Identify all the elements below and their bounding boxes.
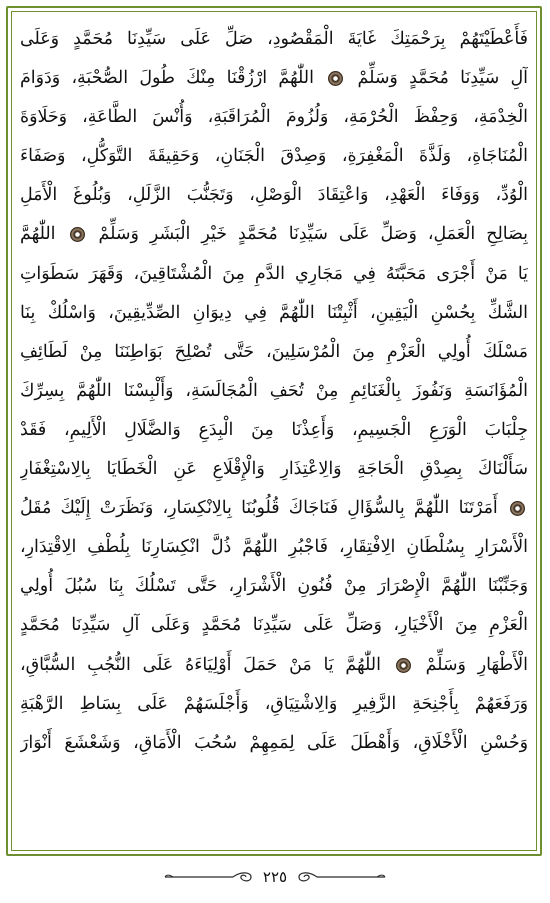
rosette-icon [328, 71, 343, 86]
text-line-19: وَحُسْنِ الْأَخْلَاقِ، وَأَهْطَلَ عَلَى لِمَمِهِمْ سُحُبَ الْأَمَاقِ، وَشَعْشَعَ أَنْوَارَ [20, 732, 528, 753]
text-line-15: وَجَنِّبْنَا اللّٰهُمَّ الْإِصْرَارَ مِنْ فُنُونِ الْأَشْرَارِ، حَتَّى تَسْلُكَ بِنَا سُبُلَ أُولِي [20, 576, 528, 597]
text-line-7: يَا مَنْ أَجْرَى مَحَبَّتَهُ فِي مَجَارِي الدَّمِ مِنَ الْمُشْتَاقِينَ، وَقَهَرَ سَطَوَاتِ [20, 263, 528, 284]
text-line-2: آلِ سَيِّدِنَا مُحَمَّدٍ وَسَلِّمْ اللّٰهُمَّ ارْزُقْنَا مِنْكَ طُولَ الصُّحْبَةِ، وَدَوَامَ [20, 68, 528, 89]
page-footer [0, 862, 550, 892]
text-line-8: الشَّكِّ بِحُسْنِ الْيَقِينِ، أَثْبِتْنَا اللّٰهُمَّ فِي دِيوَانِ الصِّدِّيقِينَ، وَاسْلُكْ بِنَا [20, 302, 528, 323]
page-number: ٢٢٥ [262, 868, 288, 886]
text-line-11: جِلْبَابَ الْوَرَعِ الْجَسِيمِ، وَأَعِذْنَا مِنَ الْبِدَعِ وَالضَّلَالِ الْأَلِيمِ، فَقَدْ [20, 419, 528, 440]
text-line-1: فَأَعْطَيْتَهُمْ بِرَحْمَتِكَ غَايَةَ الْمَقْصُودِ، صَلِّ عَلَى سَيِّدِنَا مُحَمَّدٍ وَعَلَى [20, 29, 528, 49]
scroll-ornament-icon [295, 870, 387, 884]
main-text-block [20, 20, 528, 842]
text-line-6: بِصَالِحِ الْعَمَلِ، وَصَلِّ عَلَى سَيِّدِنَا مُحَمَّدٍ خَيْرِ الْبَشَرِ وَسَلِّمْ اللّٰهُمَّ [20, 224, 528, 245]
rosette-icon [510, 501, 525, 516]
text-line-10: الْمُؤَانَسَةِ وَنَفُوزَ بِالْغَنَائِمِ مِنْ تُحَفِ الْمُجَالَسَةِ، وَأَلْبِسْنَا اللّٰهُمَّ بِسِرِّكَ [20, 380, 528, 401]
text-line-12: سَأَلْنَاكَ بِصِدْقِ الْحَاجَةِ وَالِاعْتِذَارِ وَالْإِقْلَاعِ عَنِ الْخَطَايَا بِالِاسْتِغْفَارِ [20, 459, 528, 480]
text-line-5: الْوُدِّ، وَوَفَاءَ الْعَهْدِ، وَاعْتِقَادَ الْوَصْلِ، وَتَجَنُّبَ الزَّلَلِ، وَبُلُوغَ الْأَمَلِ [20, 185, 528, 206]
text-line-3: الْخِدْمَةِ، وَحِفْظَ الْحُرْمَةِ، وَلُزُومَ الْمُرَاقَبَةِ، وَأُنْسَ الطَّاعَةِ، وَحَلَاوَةَ [20, 107, 528, 128]
text-line-18: وَرَفَعَهُمْ بِأَجْنِحَةِ الزَّفِيرِ وَالِاشْتِيَاقِ، وَأَجْلَسَهُمْ عَلَى بِسَاطِ الرَّهْبَةِ [20, 693, 528, 714]
rosette-icon [70, 227, 85, 242]
rosette-icon [396, 658, 411, 673]
text-line-17: الْأَطْهَارِ وَسَلِّمْ اللّٰهُمَّ يَا مَنْ حَمَلَ أَوْلِيَاءَهُ عَلَى النُّجُبِ السُّبَّاقِ، [20, 654, 528, 675]
scroll-ornament-icon [163, 870, 255, 884]
text-line-4: الْمُنَاجَاةِ، وَلَذَّةَ الْمَغْفِرَةِ، وَصِدْقَ الْجَنَانِ، وَحَقِيقَةَ التَّوَكُّلِ، وَصَفَاءَ [20, 146, 528, 167]
text-line-9: مَسْلَكَ أُولِي الْعَزْمِ مِنَ الْمُرْسَلِينَ، حَتَّى تُصْلِحَ بَوَاطِنَنَا مِنْ لَطَائِفِ [20, 341, 528, 362]
text-line-14: الْأَسْرَارِ بِسُلْطَانِ الِافْتِقَارِ، فَاجْبُرِ اللّٰهُمَّ ذُلَّ انْكِسَارِنَا بِلُطْفِ الِاقْتِدَارِ، [20, 537, 528, 558]
text-line-16: الْعَزْمِ مِنَ الْأَخْيَارِ، وَصَلِّ عَلَى سَيِّدِنَا مُحَمَّدٍ وَعَلَى آلِ سَيِّدِنَا مُحَمَّدٍ [20, 615, 528, 636]
text-line-13: أَمَرْتَنَا اللّٰهُمَّ بِالسُّؤَالِ فَنَاجَاكَ قُلُوبُنَا بِالِانْكِسَارِ، وَنَظَرَتْ إِلَيْكَ مُقَلُ [20, 489, 528, 528]
